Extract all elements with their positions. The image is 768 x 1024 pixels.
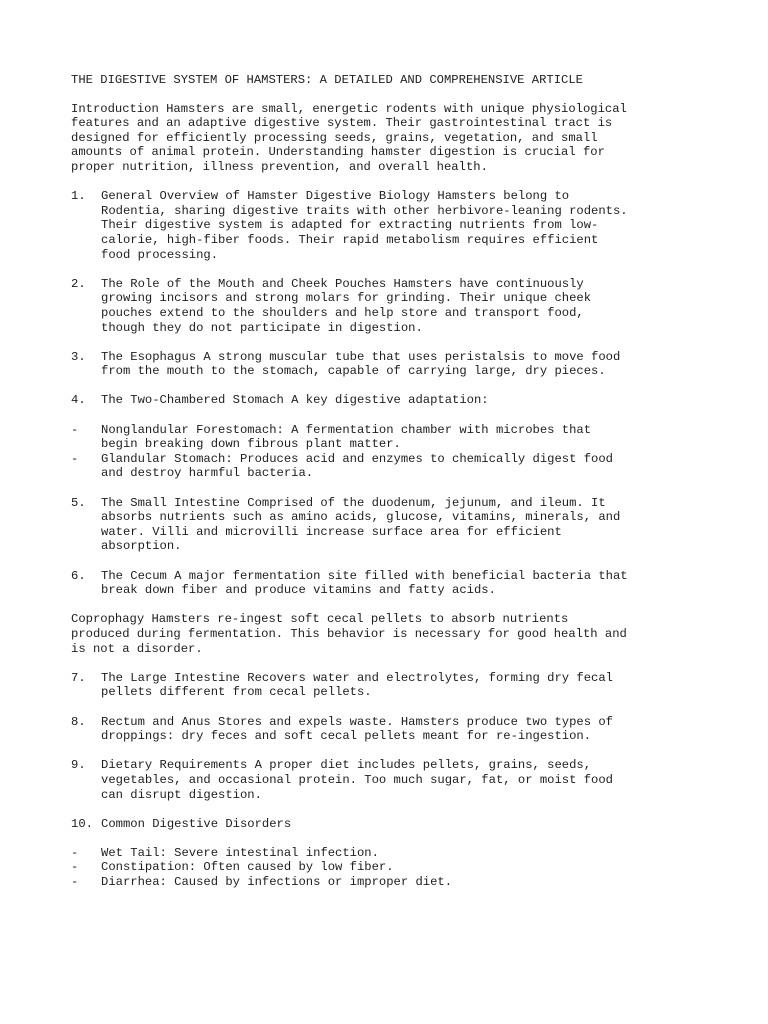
section-number: 1. bbox=[71, 189, 86, 204]
list-item bbox=[71, 423, 631, 452]
section-text: The Two-Chambered Stomach A key digestive adaptation: bbox=[101, 393, 489, 408]
section-text: The Small Intestine Comprised of the duodenum, jejunum, and ileum. It absorbs nutrients such as amino acids, glucose, vitamins, minerals, and water. Villi and microvilli increase surface area for efficient absorption. bbox=[101, 495, 628, 554]
document-title: THE DIGESTIVE SYSTEM OF HAMSTERS: A DETAILED AND COMPREHENSIVE ARTICLE bbox=[71, 73, 583, 87]
section-number: 7. bbox=[71, 670, 86, 685]
numbered-section bbox=[71, 350, 631, 379]
section-number: 4. bbox=[71, 393, 86, 408]
numbered-section bbox=[71, 189, 635, 262]
bullet-marker: - bbox=[71, 451, 79, 466]
coprophagy-paragraph: Coprophagy Hamsters re-ingest soft cecal pellets to absorb nutrients produced during fermentation. This behavior is necessary for good health and is not a disorder. bbox=[71, 612, 635, 656]
document-page bbox=[71, 73, 635, 904]
disorder-bullet-list bbox=[71, 846, 631, 890]
stomach-bullet-list bbox=[71, 423, 631, 481]
list-item bbox=[71, 860, 631, 875]
numbered-section bbox=[71, 758, 631, 802]
bullet-marker: - bbox=[71, 875, 79, 890]
bullet-text: Glandular Stomach: Produces acid and enzymes to chemically digest food and destroy harmful bacteria. bbox=[101, 451, 621, 481]
numbered-section bbox=[71, 671, 631, 700]
section-text: The Large Intestine Recovers water and electrolytes, forming dry fecal pellets different from cecal pellets. bbox=[101, 670, 621, 700]
section-number: 2. bbox=[71, 276, 86, 291]
section-text: Rectum and Anus Stores and expels waste. Hamsters produce two types of droppings: dry feces and soft cecal pellets meant for re-ingestion. bbox=[101, 714, 621, 744]
section-number: 9. bbox=[71, 758, 86, 773]
section-text: General Overview of Hamster Digestive Biology Hamsters belong to Rodentia, sharing digestive traits with other herbivore-leaning rodents. Their digestive system is adapted for extracting nutrients from low-calorie, high-fiber foods. Their rapid metabolism requires efficient food processing. bbox=[101, 189, 635, 262]
numbered-section bbox=[71, 393, 631, 408]
numbered-section bbox=[71, 496, 631, 554]
list-item bbox=[71, 452, 631, 481]
section-number: 6. bbox=[71, 568, 86, 583]
section-number: 3. bbox=[71, 349, 86, 364]
section-text: Common Digestive Disorders bbox=[101, 816, 292, 831]
intro-paragraph: Introduction Hamsters are small, energetic rodents with unique physiological features and an adaptive digestive system. Their gastrointestinal tract is designed for efficiently processing seeds, grains, vegetation, and small amounts of animal protein. Understanding hamster digestion is crucial for proper nutrition, illness prevention, and overall health. bbox=[71, 101, 635, 174]
numbered-section bbox=[71, 817, 631, 832]
section-text: Dietary Requirements A proper diet includes pellets, grains, seeds, vegetables, and occasional protein. Too much sugar, fat, or moist food can disrupt digestion. bbox=[101, 758, 621, 802]
list-item bbox=[71, 875, 631, 890]
bullet-marker: - bbox=[71, 860, 79, 875]
list-item bbox=[71, 846, 631, 861]
section-number: 5. bbox=[71, 495, 86, 510]
bullet-marker: - bbox=[71, 845, 79, 860]
numbered-section bbox=[71, 715, 631, 744]
bullet-text: Nonglandular Forestomach: A fermentation chamber with microbes that begin breaking down fibrous plant matter. bbox=[101, 422, 599, 452]
section-text: The Esophagus A strong muscular tube that uses peristalsis to move food from the mouth to the stomach, capable of carrying large, dry pieces. bbox=[101, 349, 628, 379]
bullet-text: Wet Tail: Severe intestinal infection. bbox=[101, 845, 379, 860]
section-text: The Cecum A major fermentation site filled with beneficial bacteria that break down fiber and produce vitamins and fatty acids. bbox=[101, 568, 635, 598]
section-number: 8. bbox=[71, 714, 86, 729]
bullet-text: Diarrhea: Caused by infections or improper diet. bbox=[101, 875, 453, 890]
bullet-marker: - bbox=[71, 422, 79, 437]
numbered-section bbox=[71, 277, 631, 335]
section-text: The Role of the Mouth and Cheek Pouches Hamsters have continuously growing incisors and strong molars for grinding. Their unique cheek pouches extend to the shoulders and help store and transport food, though they do not participate in digestion. bbox=[101, 276, 599, 335]
bullet-text: Constipation: Often caused by low fiber. bbox=[101, 860, 394, 875]
numbered-section bbox=[71, 568, 635, 598]
section-number: 10. bbox=[71, 816, 93, 831]
